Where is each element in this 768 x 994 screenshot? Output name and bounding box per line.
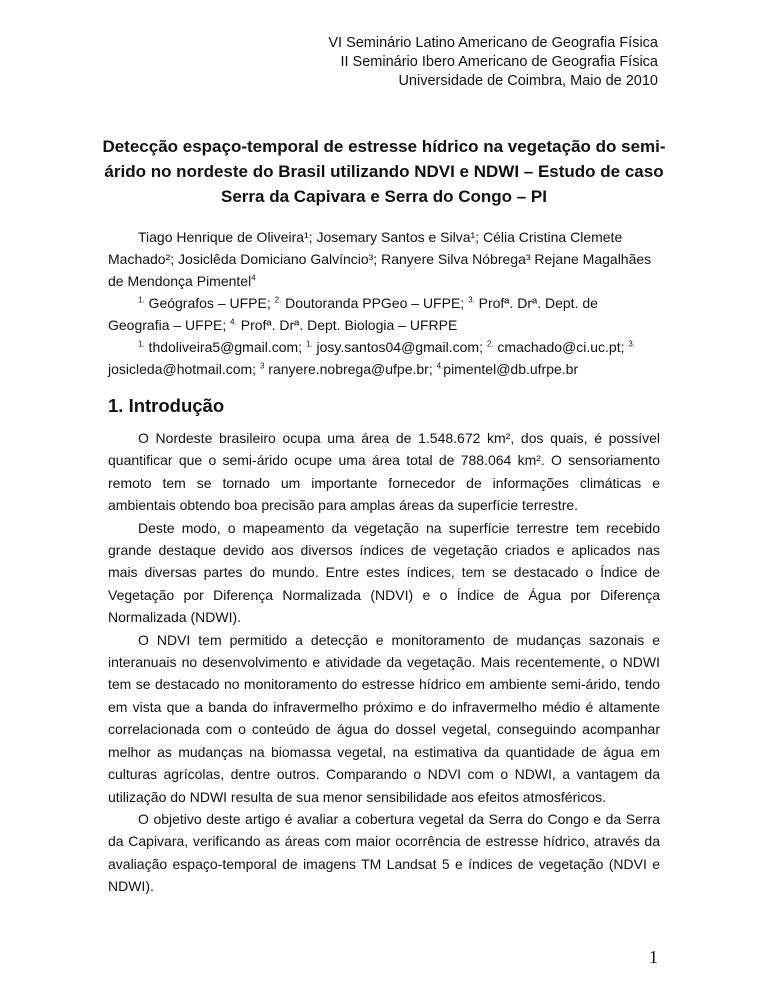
affiliation: Profª. Drª. Dept. de Geografia – UFPE; [108,295,598,333]
email-address: josy.santos04@gmail.com; [312,339,487,355]
email-address: cmachado@ci.uc.pt; [493,339,629,355]
header-line-3: Universidade de Coimbra, Maio de 2010 [398,73,658,89]
email-marker: 4. [436,361,444,371]
email-marker: 3. [628,339,636,349]
paragraph-3: O NDVI tem permitido a detecção e monitoramento de mudanças sazonais e interanuais no desenvolvimento e atividade da vegetação. Mais recentemente, o NDWI tem se destacado no monitoramento do estresse hídrico em ambiente semi-árido, tendo em vista que a banda do infravermelho próximo e do infravermelho médio é altamente correlacionada com o conteúdo de água do dossel vegetal, conseguindo acompanhar melhor as mudanças na biomassa vegetal, na estimativa da quantidade de água em culturas agrícolas, dentre outros. Comparando o NDVI com o NDWI, a vantagem da utilização do NDWI resulta de sua menor sensibilidade aos efeitos atmosféricos. [108,631,660,805]
header-line-2: II Seminário Ibero Americano de Geografia Física [340,54,658,70]
affiliation-marker: 2. [274,295,282,305]
email-address: josicleda@hotmail.com; [108,361,260,377]
title-line-1: Detecção espaço-temporal de estresse hídrico na vegetação do semi- [102,137,666,156]
paragraph-2: Deste modo, o mapeamento da vegetação na superfície terrestre tem recebido grande destaque devido aos diversos índices de vegetação criados e aplicados nas mais diversas partes do mundo. Entre estes índices, tem se destacado o Índice de Vegetação por Diferença Normalizada (NDVI) e o Índice de Água por Diferença Normalizada (NDWI). [108,519,660,626]
emails [108,336,660,380]
author-names-sup: 4 [251,273,256,283]
affiliation-marker: 4. [230,317,237,327]
section-heading: 1. Introdução [108,395,225,416]
affiliation: Profª. Drª. Dept. Biologia – UFRPE [236,317,458,333]
author-block [108,226,660,380]
affiliation: Doutoranda PPGeo – UFPE; [281,295,469,311]
affiliation: Geógrafos – UFPE; [144,295,275,311]
affiliations [108,292,660,336]
email-address: ranyere.nobrega@ufpe.br; [264,361,437,377]
author-names-text: Tiago Henrique de Oliveira¹; Josemary Santos e Silva¹; Célia Cristina Clemete Machado²; Josiclêda Domiciano Galvíncio³; Ranyere Silva Nóbrega³ Rejane Magalhães de Mendonça Pimentel [108,229,652,289]
page-number: 1 [649,947,658,967]
email-marker: 2. [486,339,494,349]
affiliation-marker: 1. [138,295,145,305]
body-text [108,427,660,898]
header-line-1: VI Seminário Latino Americano de Geografia Física [328,35,658,51]
email-address: thdoliveira5@gmail.com; [144,339,306,355]
affiliation-marker: 3. [468,295,475,305]
email-marker: 1. [138,339,145,349]
email-address: pimentel@db.ufrpe.br [443,361,579,377]
paragraph-4: O objetivo deste artigo é avaliar a cobertura vegetal da Serra do Congo e da Serra da Capivara, verificando as áreas com maior ocorrência de estresse hídrico, através da avaliação espaço-temporal de imagens TM Landsat 5 e índices de vegetação (NDVI e NDWI). [108,810,660,895]
title-line-3: Serra da Capivara e Serra do Congo – PI [221,187,547,206]
paper-title [100,134,668,209]
conference-header [328,34,658,91]
paragraph-1: O Nordeste brasileiro ocupa uma área de 1.548.672 km², dos quais, é possível quantificar que o semi-árido ocupe uma área total de 788.064 km². O sensoriamento remoto tem se tornado um importante fornecedor de informações climáticas e ambientais obtendo boa precisão para amplas áreas da superfície terrestre. [108,430,660,514]
email-marker: 1. [305,339,313,349]
title-line-2: árido no nordeste do Brasil utilizando NDVI e NDWI – Estudo de caso [104,162,664,181]
email-marker: 3 [259,361,265,371]
author-names [108,226,660,292]
